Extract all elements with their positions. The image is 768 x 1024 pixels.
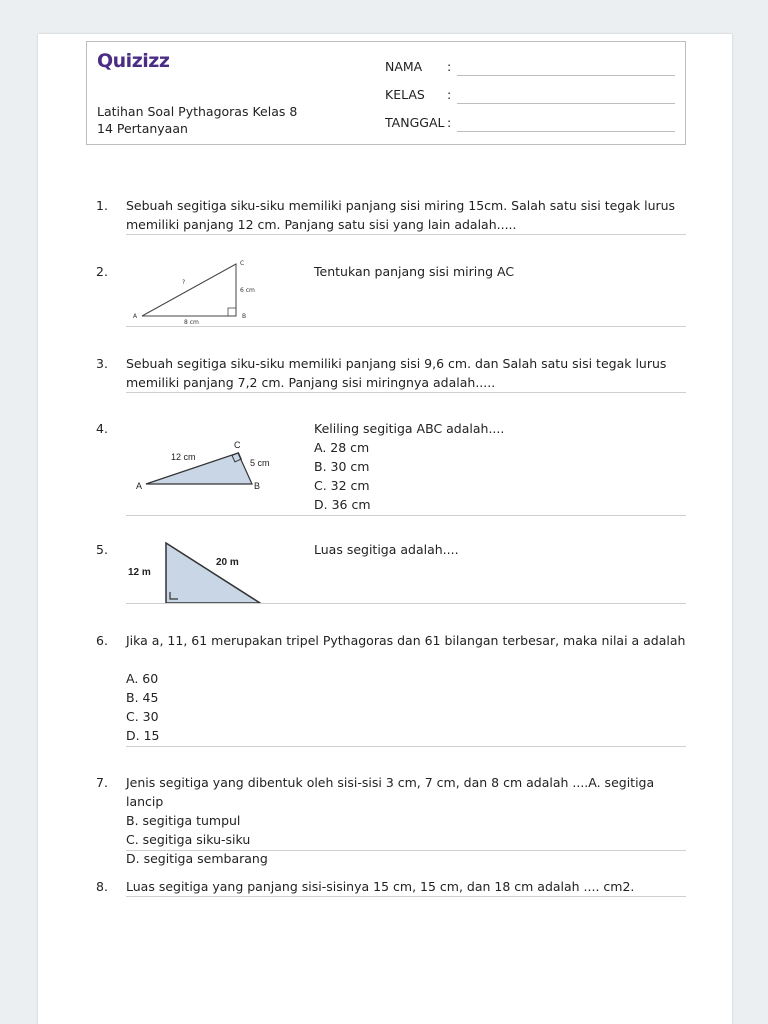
question-text: Jika a, 11, 61 merupakan tripel Pythagoras dan 61 bilangan terbesar, maka nilai a adalah: [126, 633, 686, 648]
class-input-line[interactable]: [457, 103, 675, 104]
side-ac-label: 12 cm: [171, 452, 196, 462]
option-a[interactable]: A. 28 cm: [314, 440, 370, 455]
vertex-a-label: A: [133, 313, 138, 320]
worksheet-page: [38, 34, 732, 1024]
option-d[interactable]: D. 36 cm: [314, 497, 371, 512]
date-label: TANGGAL: [385, 115, 445, 130]
question-text-line: Sebuah segitiga siku-siku memiliki panjang sisi 9,6 cm. dan Salah satu sisi tegak lurus: [126, 356, 667, 371]
answer-line[interactable]: [126, 392, 686, 393]
hypotenuse-label: ?: [182, 279, 186, 286]
option-b[interactable]: B. 45: [126, 690, 159, 705]
question-number: 4.: [96, 421, 108, 436]
question-text-line: Sebuah segitiga siku-siku memiliki panjang sisi miring 15cm. Salah satu sisi tegak lurus: [126, 198, 676, 213]
vertex-a-label: A: [136, 481, 143, 491]
question-text-line: memiliki panjang 7,2 cm. Panjang sisi miringnya adalah.....: [126, 375, 496, 390]
question-number: 3.: [96, 356, 108, 371]
base-side-label: 8 cm: [184, 319, 199, 324]
question-number: 5.: [96, 542, 108, 557]
right-triangle-figure: [126, 258, 266, 324]
answer-line[interactable]: [126, 896, 686, 897]
quizizz-logo: Quizizz: [97, 50, 170, 72]
option-d[interactable]: D. segitiga sembarang: [126, 851, 268, 866]
worksheet-header: [86, 41, 686, 145]
name-colon: :: [447, 59, 452, 74]
answer-line[interactable]: [126, 515, 686, 516]
question-number: 2.: [96, 264, 108, 279]
name-input-line[interactable]: [457, 75, 675, 76]
question-text: Tentukan panjang sisi miring AC: [314, 264, 515, 279]
option-d[interactable]: D. 15: [126, 728, 160, 743]
right-triangle-figure: [126, 540, 276, 606]
side-bc-label: 5 cm: [250, 458, 270, 468]
triangle-abc-figure: [126, 433, 276, 497]
question-content: [314, 419, 504, 514]
question-text: Luas segitiga adalah....: [314, 542, 459, 557]
vertex-b-label: B: [254, 481, 261, 491]
vertex-b-label: B: [242, 313, 247, 320]
date-input-line[interactable]: [457, 131, 675, 132]
vertical-side-label: 6 cm: [240, 287, 255, 294]
vertex-c-label: C: [234, 440, 241, 450]
quiz-title: Latihan Soal Pythagoras Kelas 8: [97, 104, 298, 119]
class-colon: :: [447, 87, 452, 102]
question-text: Keliling segitiga ABC adalah....: [314, 421, 505, 436]
option-c[interactable]: C. 32 cm: [314, 478, 370, 493]
answer-line[interactable]: [126, 234, 686, 235]
question-count: 14 Pertanyaan: [97, 121, 188, 136]
option-c[interactable]: C. 30: [126, 709, 159, 724]
date-field[interactable]: [385, 115, 452, 130]
name-label: NAMA: [385, 59, 423, 74]
class-field[interactable]: [385, 87, 452, 102]
answer-line[interactable]: [126, 603, 686, 604]
option-c[interactable]: C. segitiga siku-siku: [126, 832, 251, 847]
answer-line[interactable]: [126, 850, 686, 851]
answer-line[interactable]: [126, 746, 686, 747]
option-a[interactable]: A. 60: [126, 671, 159, 686]
answer-line[interactable]: [126, 326, 686, 327]
question-text-line: memiliki panjang 12 cm. Panjang satu sisi yang lain adalah.....: [126, 217, 517, 232]
name-field[interactable]: [385, 59, 452, 74]
question-number: 1.: [96, 198, 108, 213]
vertex-c-label: C: [240, 260, 245, 267]
question-number: 6.: [96, 633, 108, 648]
question-number: 7.: [96, 775, 108, 790]
side-label: 12 m: [128, 567, 151, 578]
option-b[interactable]: B. segitiga tumpul: [126, 813, 241, 828]
question-text: Jenis segitiga yang dibentuk oleh sisi-sisi 3 cm, 7 cm, dan 8 cm adalah ....A. segitiga lancip: [126, 775, 655, 809]
question-text: Luas segitiga yang panjang sisi-sisinya 15 cm, 15 cm, dan 18 cm adalah .... cm2.: [126, 879, 635, 894]
question-number: 8.: [96, 879, 108, 894]
option-b[interactable]: B. 30 cm: [314, 459, 370, 474]
class-label: KELAS: [385, 87, 425, 102]
hypotenuse-label: 20 m: [216, 557, 239, 568]
date-colon: :: [447, 115, 452, 130]
